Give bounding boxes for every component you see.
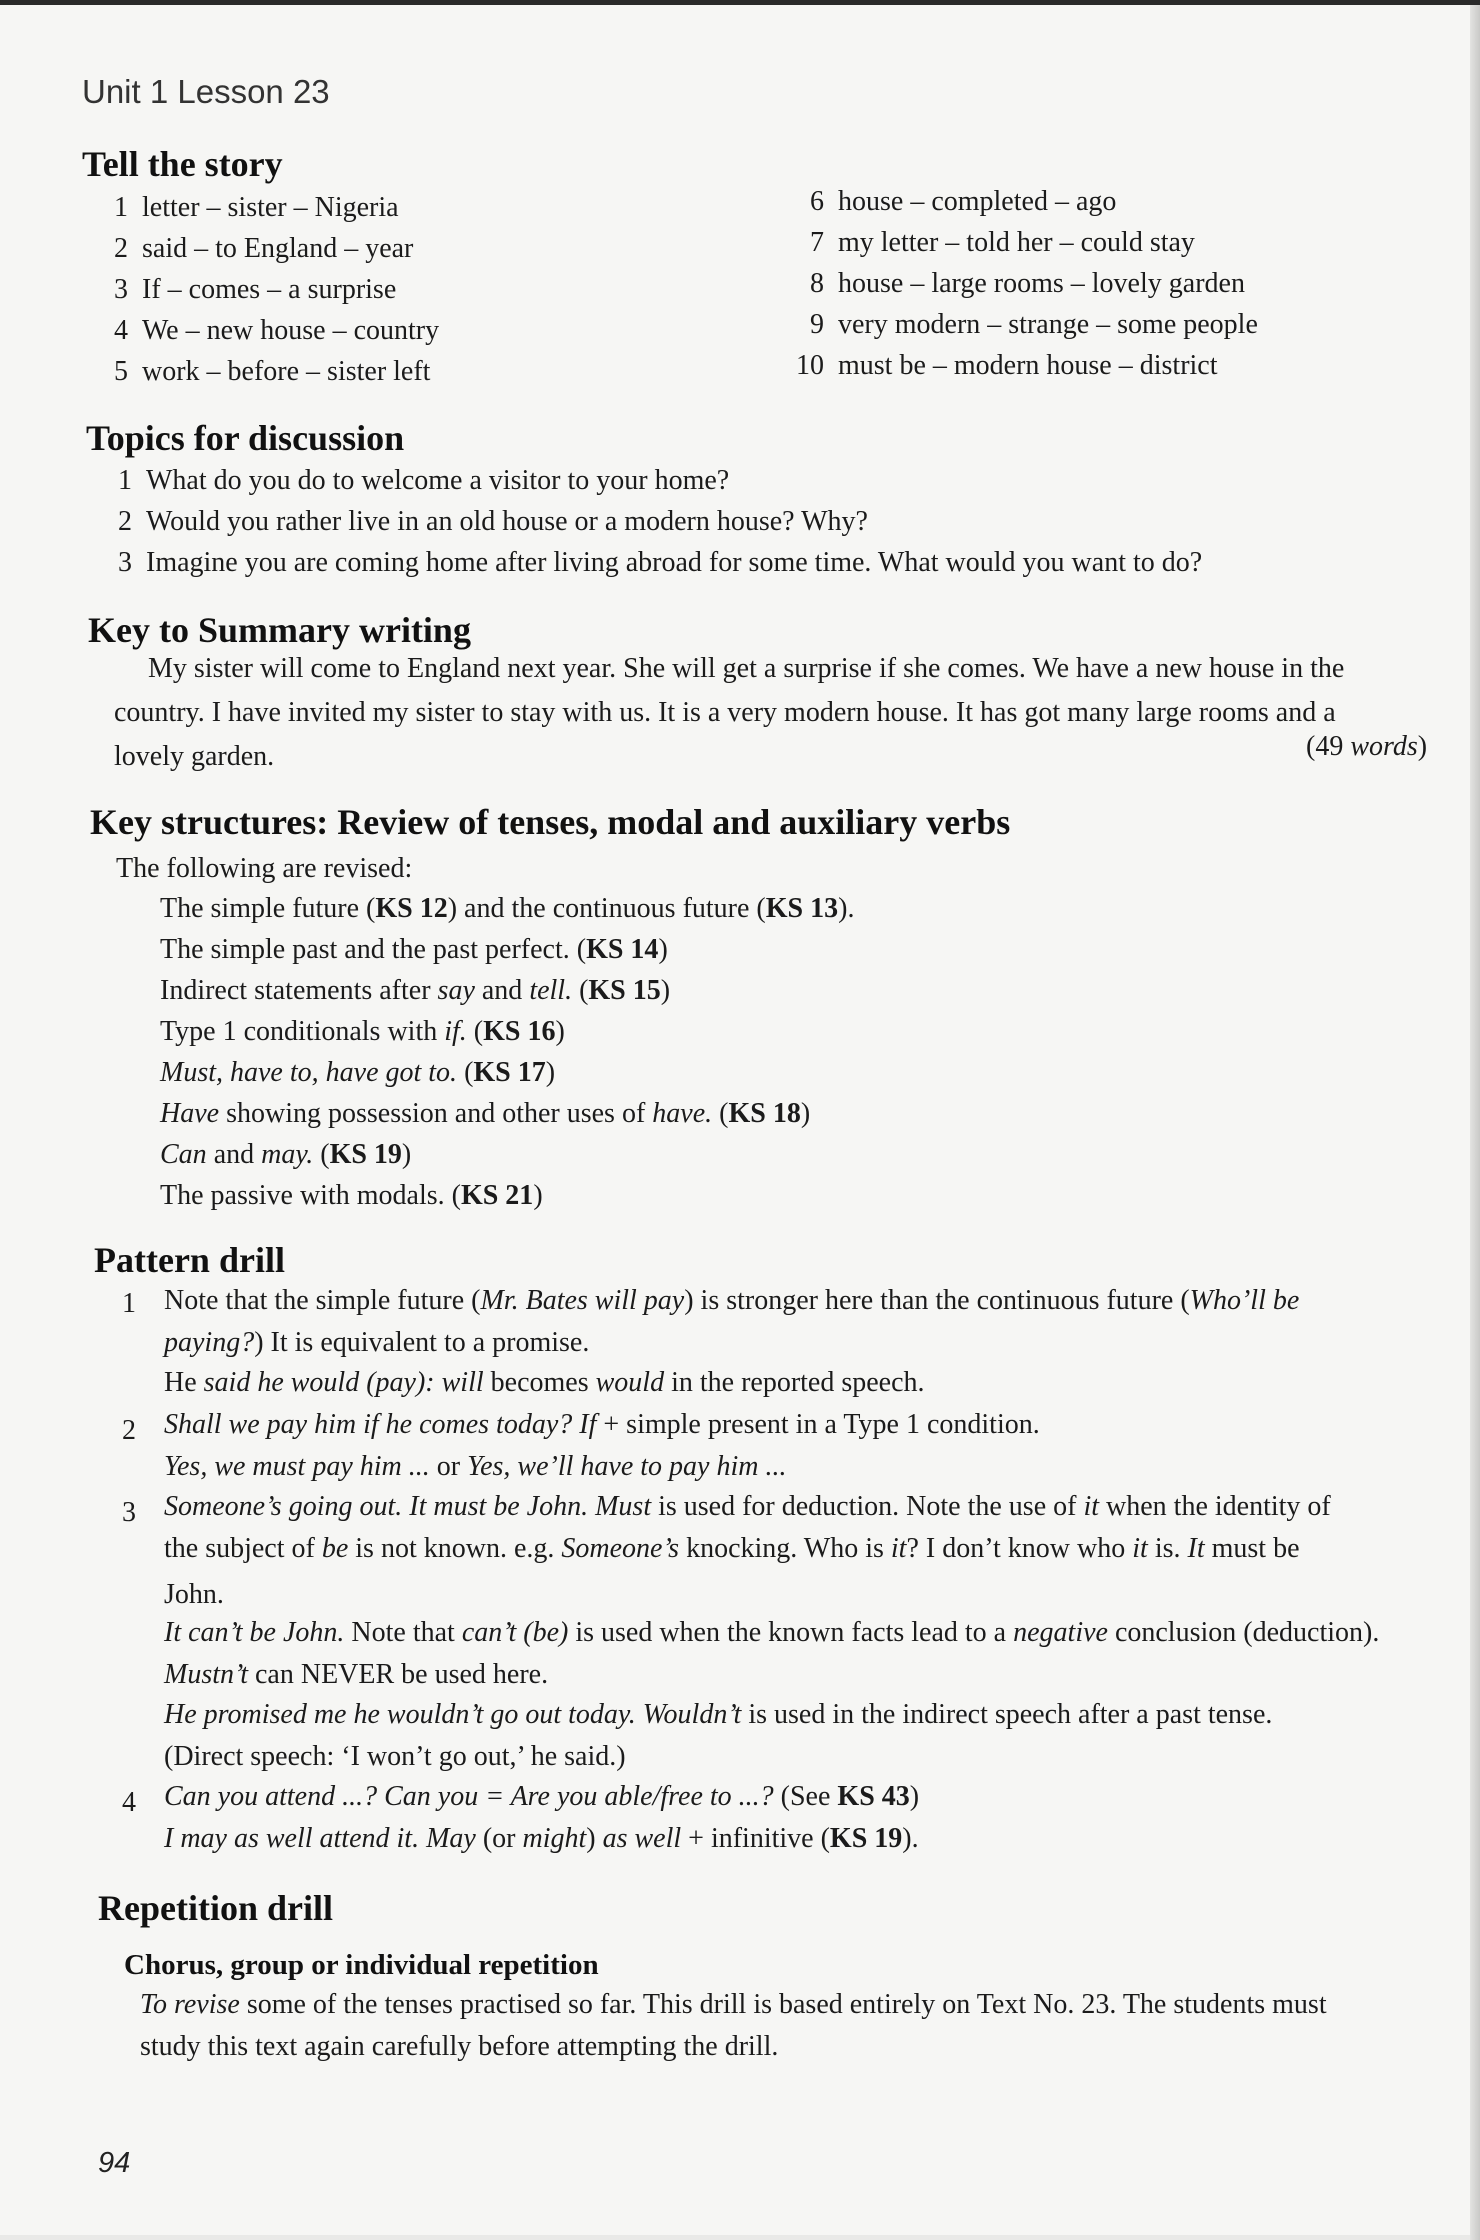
story-prompt: 3 If – comes – a surprise	[114, 274, 397, 305]
summary-line: My sister will come to England next year. She will get a surprise if she comes. We have a new house in the	[148, 653, 1345, 684]
structure-item: The passive with modals. (KS 21)	[160, 1180, 543, 1211]
word-count: (49 words)	[1306, 731, 1428, 762]
pattern-drill-heading: Pattern drill	[94, 1240, 285, 1280]
structure-item: Have showing possession and other uses of have. (KS 18)	[160, 1098, 811, 1129]
summary-heading: Key to Summary writing	[88, 610, 471, 650]
structure-item: Indirect statements after say and tell. (KS 15)	[160, 975, 671, 1006]
story-prompt: 10 must be – modern house – district	[796, 350, 1218, 381]
drill-text: Shall we pay him if he comes today? If + simple present in a Type 1 condition.	[164, 1409, 1040, 1440]
topic-item: 2 Would you rather live in an old house or a modern house? Why?	[118, 506, 868, 537]
drill-text: (Direct speech: ‘I won’t go out,’ he said.)	[164, 1741, 626, 1772]
topics-heading: Topics for discussion	[86, 418, 405, 458]
key-structures-intro: The following are revised:	[116, 853, 413, 884]
drill-text: the subject of be is not known. e.g. Someone’s knocking. Who is it? I don’t know who it is. It must be	[164, 1533, 1300, 1564]
story-prompt: 5 work – before – sister left	[114, 356, 431, 387]
drill-text: He promised me he wouldn’t go out today. Wouldn’t is used in the indirect speech after a past tense.	[164, 1699, 1273, 1730]
drill-text: He said he would (pay): will becomes would in the reported speech.	[164, 1367, 925, 1398]
drill-text: Someone’s going out. It must be John. Must is used for deduction. Note the use of it when the identity of	[164, 1491, 1331, 1522]
drill-text: I may as well attend it. May (or might) as well + infinitive (KS 19).	[164, 1823, 919, 1854]
drill-text: Mustn’t can NEVER be used here.	[164, 1659, 549, 1690]
drill-text: Note that the simple future (Mr. Bates will pay) is stronger here than the continuous future (Who’ll be	[164, 1285, 1300, 1316]
key-structures-heading: Key structures: Review of tenses, modal and auxiliary verbs	[90, 802, 1011, 842]
story-prompt: 8 house – large rooms – lovely garden	[810, 268, 1245, 299]
structure-item: Must, have to, have got to. (KS 17)	[160, 1057, 556, 1088]
story-prompt: 1 letter – sister – Nigeria	[114, 192, 399, 223]
drill-text: John.	[164, 1579, 224, 1610]
drill-number: 2	[122, 1415, 136, 1446]
drill-text: paying?) It is equivalent to a promise.	[164, 1327, 590, 1358]
topic-item: 1 What do you do to welcome a visitor to your home?	[118, 465, 730, 496]
repetition-text: To revise some of the tenses practised so far. This drill is based entirely on Text No. 23. The students must	[140, 1989, 1327, 2020]
topic-item: 3 Imagine you are coming home after living abroad for some time. What would you want to do?	[118, 547, 1203, 578]
drill-number: 3	[122, 1497, 136, 1528]
story-prompt: 6 house – completed – ago	[810, 186, 1117, 217]
structure-item: Type 1 conditionals with if. (KS 16)	[160, 1016, 565, 1047]
summary-line: lovely garden.	[114, 741, 275, 772]
drill-number: 1	[122, 1288, 136, 1319]
structure-item: Can and may. (KS 19)	[160, 1139, 412, 1170]
drill-number: 4	[122, 1787, 136, 1818]
repetition-drill-heading: Repetition drill	[98, 1888, 333, 1928]
tell-the-story-heading: Tell the story	[82, 144, 283, 184]
page-edge-shadow	[1470, 5, 1480, 2240]
story-prompt: 2 said – to England – year	[114, 233, 414, 264]
story-prompt: 7 my letter – told her – could stay	[810, 227, 1195, 258]
structure-item: The simple future (KS 12) and the continuous future (KS 13).	[160, 893, 855, 924]
drill-text: Yes, we must pay him ... or Yes, we’ll have to pay him ...	[164, 1451, 787, 1482]
repetition-text: study this text again carefully before attempting the drill.	[140, 2031, 779, 2062]
story-prompt: 9 very modern – strange – some people	[810, 309, 1258, 340]
summary-line: country. I have invited my sister to stay with us. It is a very modern house. It has got many large rooms and a	[114, 697, 1336, 728]
unit-lesson-header: Unit 1 Lesson 23	[82, 73, 330, 110]
structure-item: The simple past and the past perfect. (KS 14)	[160, 934, 668, 965]
drill-text: Can you attend ...? Can you = Are you able/free to ...? (See KS 43)	[164, 1781, 920, 1812]
story-prompt: 4 We – new house – country	[114, 315, 440, 346]
page-number: 94	[98, 2147, 131, 2179]
drill-text: It can’t be John. Note that can’t (be) is used when the known facts lead to a negative conclusion (deduction).	[164, 1617, 1380, 1648]
repetition-subheading: Chorus, group or individual repetition	[124, 1949, 599, 1981]
